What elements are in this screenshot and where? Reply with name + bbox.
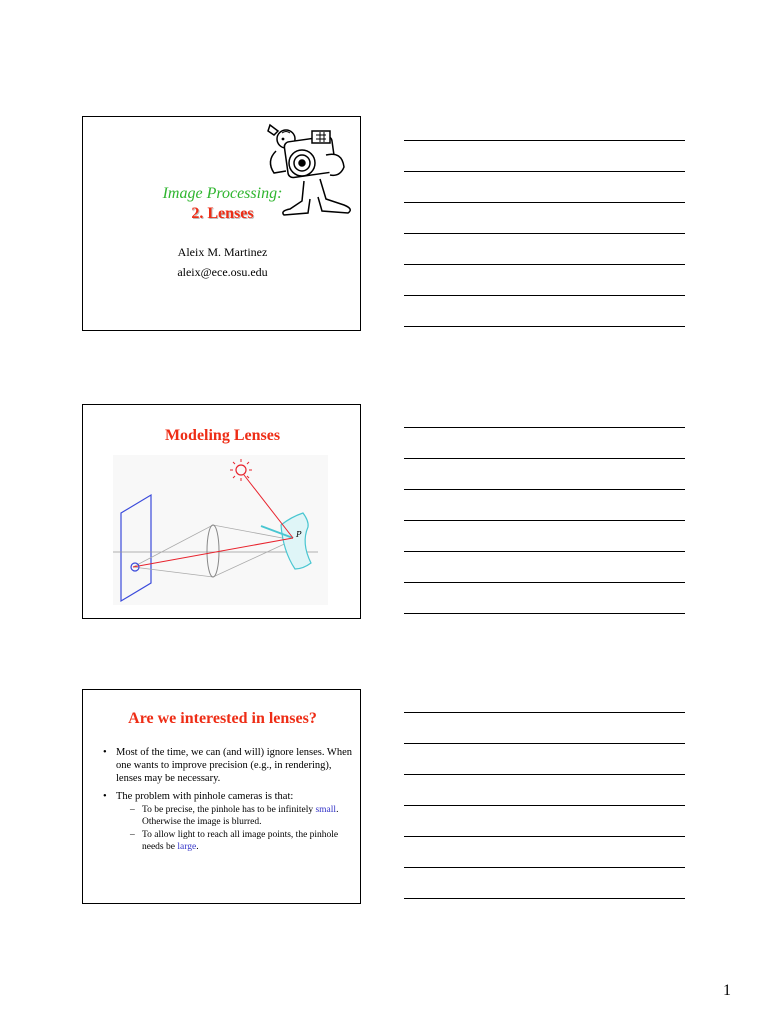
note-line	[404, 202, 685, 203]
author-email: aleix@ece.osu.edu	[177, 265, 268, 279]
note-line	[404, 171, 685, 172]
note-line	[404, 774, 685, 775]
slide-1	[82, 116, 361, 331]
note-line	[404, 805, 685, 806]
note-line	[404, 264, 685, 265]
note-line	[404, 233, 685, 234]
bullet-text: Most of the time, we can (and will) ignore lenses. When one wants to improve precision (e.g., in rendering), lenses may be necessary.	[116, 747, 352, 784]
note-line	[404, 458, 685, 459]
highlight-word: small	[315, 805, 337, 815]
note-line	[404, 743, 685, 744]
note-line	[404, 898, 685, 899]
sub-bullet-text: .	[196, 841, 199, 852]
sub-bullet-text: To allow light to reach all image points, the pinhole needs be	[142, 830, 339, 852]
slide-body	[103, 746, 353, 858]
note-line	[404, 326, 685, 327]
note-line	[404, 836, 685, 837]
slide-2	[82, 404, 361, 619]
note-line	[404, 582, 685, 583]
note-line	[404, 712, 685, 713]
note-line	[404, 295, 685, 296]
page-number: 1	[723, 982, 731, 999]
slide-title-line1: Image Processing:	[162, 185, 283, 202]
author-name: Aleix M. Martinez	[177, 245, 268, 259]
note-line	[404, 520, 685, 521]
slide-title: Modeling Lenses	[164, 427, 281, 444]
note-line	[404, 867, 685, 868]
note-line	[404, 551, 685, 552]
note-line	[404, 140, 685, 141]
highlight-word: large	[177, 841, 197, 852]
sub-bullet-text: To be precise, the pinhole has to be infinitely	[142, 805, 314, 815]
slide-title: Are we interested in lenses?	[128, 710, 317, 727]
bullet-item: • Most of the time, we can (and will) ignore lenses. When one wants to improve precision (e.g., in rendering), lenses may be necessary.	[103, 747, 352, 784]
sub-bullet-item: – To allow light to reach all image points, the pinhole needs be large.	[130, 830, 339, 852]
bullet-item: • The problem with pinhole cameras is that: – To be precise, the pinhole has to be infinitely small. Otherwise the image is blurred. – To allow light to reach all image points, the pinhole needs be large.	[103, 790, 353, 853]
lens-ray-diagram-icon	[113, 455, 328, 605]
svg-text:P: P	[296, 530, 302, 539]
slide-title-line2: 2. Lenses	[191, 205, 254, 222]
sub-bullet-item: – To be precise, the pinhole has to be infinitely small. Otherwise the image is blurred.	[130, 805, 339, 827]
note-line	[404, 427, 685, 428]
sub-bullet-text: . Otherwise the image is blurred.	[142, 805, 339, 827]
slide-3	[82, 689, 361, 904]
bullet-text: The problem with pinhole cameras is that:	[116, 791, 294, 802]
note-line	[404, 613, 685, 614]
note-line	[404, 489, 685, 490]
